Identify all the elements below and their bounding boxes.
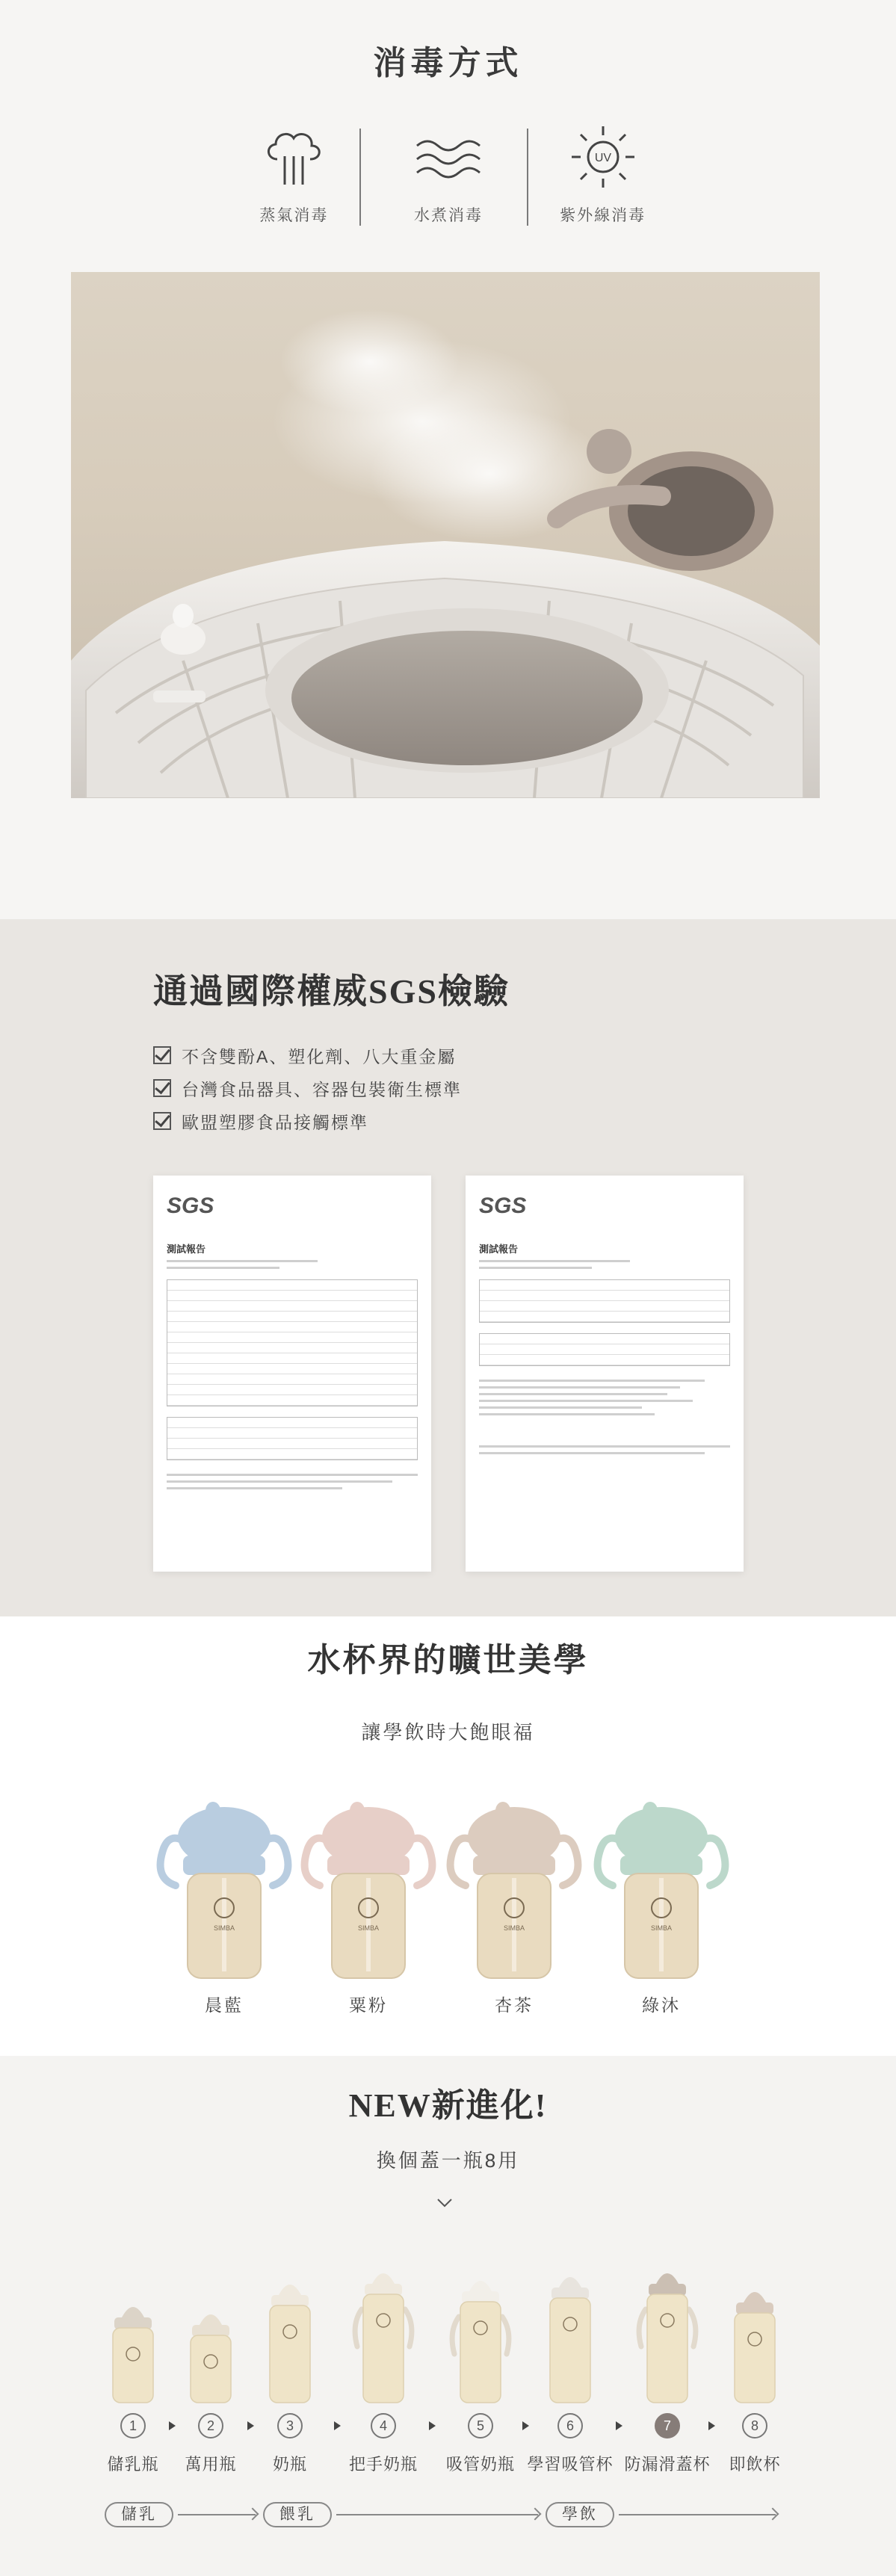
check-item <box>153 1105 462 1137</box>
method-label: 紫外線消毒 <box>560 207 646 224</box>
method-label: 蒸氣消毒 <box>259 207 329 224</box>
divider <box>527 129 528 226</box>
check-item <box>153 1072 462 1105</box>
uv-sun-icon <box>566 123 640 191</box>
method-steam <box>217 123 371 235</box>
stage-connector <box>619 2514 776 2515</box>
sterilizer-illustration <box>71 272 820 798</box>
bottle-variant-image <box>634 2258 701 2404</box>
bottle-variant-image <box>99 2292 167 2404</box>
arrow-right-icon <box>334 2421 341 2430</box>
sgs-logo: SGS <box>479 1193 527 1218</box>
bottle-variant-image <box>447 2266 514 2404</box>
step-number: 7 <box>655 2413 680 2438</box>
stage-connector <box>336 2514 538 2515</box>
cup-product-image <box>153 1796 295 1983</box>
brand-text: SIMBA <box>213 1924 235 1932</box>
sgs-section <box>0 919 896 1616</box>
step-name: 奶瓶 <box>272 2455 307 2474</box>
report-table <box>167 1279 418 1406</box>
bottle-variant-image <box>350 2258 417 2404</box>
step-name: 學習吸管杯 <box>527 2455 614 2474</box>
steam-icon <box>256 123 331 191</box>
step-number: 8 <box>742 2413 767 2438</box>
step-name: 防漏滑蓋杯 <box>624 2455 711 2474</box>
step-number: 6 <box>557 2413 583 2438</box>
step-number: 1 <box>120 2413 146 2438</box>
chevron-down-icon <box>436 2194 454 2212</box>
cup-color-name: 綠沐 <box>642 1995 681 2015</box>
stage-label: 儲乳 <box>105 2502 173 2527</box>
cup-color-name: 杏茶 <box>495 1995 534 2015</box>
arrow-right-icon <box>522 2421 529 2430</box>
step-number: 5 <box>468 2413 493 2438</box>
arrow-right-icon <box>708 2421 715 2430</box>
arrow-right-icon <box>169 2421 176 2430</box>
report-table <box>167 1417 418 1460</box>
step-name: 把手奶瓶 <box>348 2455 418 2474</box>
check-text: 歐盟塑膠食品接觸標準 <box>182 1112 368 1132</box>
method-uv <box>525 123 680 235</box>
sterilization-title: 消毒方式 <box>373 45 523 81</box>
step-number: 3 <box>277 2413 303 2438</box>
brand-text: SIMBA <box>357 1924 380 1932</box>
divider <box>359 129 361 226</box>
stage-label: 學飲 <box>546 2502 614 2527</box>
aesthetics-section <box>0 1616 896 2056</box>
uv-text: UV <box>594 152 611 164</box>
arrow-right-icon <box>429 2421 436 2430</box>
evolution-subtitle: 換個蓋一瓶8用 <box>376 2149 520 2172</box>
sgs-report-document <box>466 1176 744 1572</box>
evolution-title: NEW新進化! <box>348 2087 548 2124</box>
checkbox-icon <box>153 1112 171 1130</box>
water-waves-icon <box>411 123 486 191</box>
sgs-checklist <box>153 1039 462 1137</box>
bottle-variant-image <box>721 2277 788 2404</box>
step-number: 4 <box>371 2413 396 2438</box>
cup-product-image <box>590 1796 732 1983</box>
stage-label: 餵乳 <box>263 2502 332 2527</box>
aesthetics-title: 水杯界的曠世美學 <box>307 1642 589 1678</box>
check-text: 台灣食品器具、容器包裝衛生標準 <box>182 1079 462 1099</box>
aesthetics-subtitle: 讓學飲時大飽眼福 <box>361 1721 535 1743</box>
checkbox-icon <box>153 1079 171 1097</box>
arrow-right-icon <box>247 2508 259 2521</box>
evolution-section <box>0 2056 896 2576</box>
checkbox-icon <box>153 1046 171 1064</box>
report-table <box>479 1279 730 1323</box>
step-name: 即飲杯 <box>729 2455 781 2474</box>
sgs-logo: SGS <box>167 1193 214 1218</box>
arrow-right-icon <box>767 2508 779 2521</box>
bottle-variant-image <box>177 2299 244 2404</box>
cup-color-name: 晨藍 <box>205 1995 244 2015</box>
step-name: 萬用瓶 <box>185 2455 237 2474</box>
check-text: 不含雙酚A、塑化劑、八大重金屬 <box>182 1046 457 1066</box>
report-table <box>479 1333 730 1366</box>
cup-color-name: 粟粉 <box>349 1995 388 2015</box>
arrow-right-icon <box>616 2421 622 2430</box>
sgs-report-document <box>153 1176 431 1572</box>
sgs-title: 通過國際權威SGS檢驗 <box>153 972 510 1010</box>
step-name: 吸管奶瓶 <box>445 2455 515 2474</box>
cup-product-image <box>443 1796 585 1983</box>
arrow-right-icon <box>247 2421 254 2430</box>
report-title: 測試報告 <box>479 1244 519 1255</box>
sterilization-methods <box>217 123 680 235</box>
brand-text: SIMBA <box>650 1924 673 1932</box>
arrow-right-icon <box>529 2508 542 2521</box>
stage-connector <box>178 2514 256 2515</box>
bottle-variant-image <box>256 2270 324 2404</box>
report-title: 測試報告 <box>167 1244 206 1255</box>
sterilization-section <box>0 0 896 919</box>
method-boil <box>371 123 526 235</box>
steam-sterilizer-photo <box>71 272 820 798</box>
step-number: 2 <box>198 2413 223 2438</box>
step-name: 儲乳瓶 <box>107 2455 159 2474</box>
brand-text: SIMBA <box>503 1924 525 1932</box>
method-label: 水煮消毒 <box>414 207 483 224</box>
check-item <box>153 1039 462 1072</box>
cup-product-image <box>297 1796 439 1983</box>
bottle-variant-image <box>537 2262 604 2404</box>
